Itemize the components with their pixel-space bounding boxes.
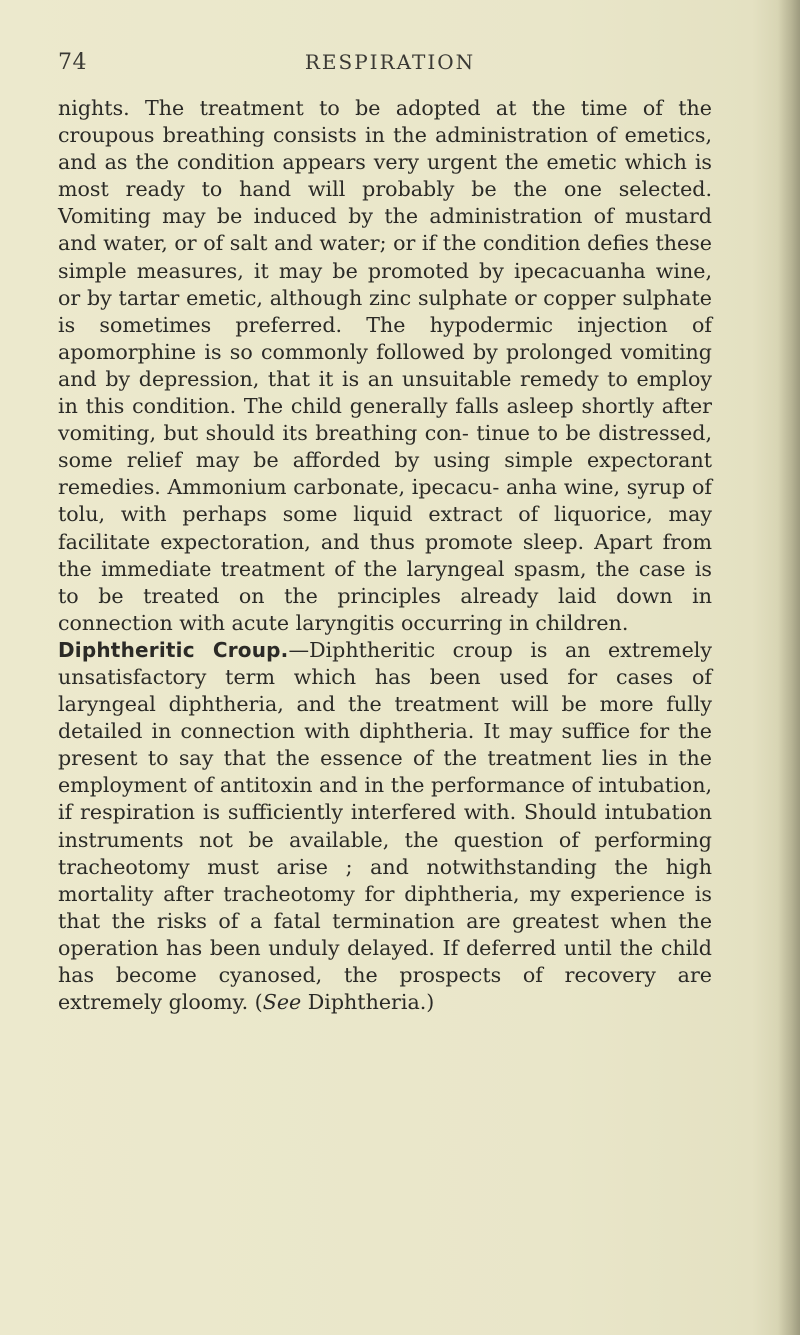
page-number: 74	[58, 50, 87, 75]
paragraph-diphtheritic-croup	[58, 637, 712, 1016]
running-head	[0, 50, 800, 80]
page-edge-shadow	[778, 0, 800, 1335]
paragraph-diphtheritic-croup-text: —Diphtheritic croup is an extremely unsatisfactory term which has been used for cases of laryngeal diphtheria, and the treatment will be more fully detailed in connection with diphtheria. It may suffice for the present to say that the essence of the treatment lies in the employment of antitoxin and in the performance of intubation, if respiration is sufficiently interfered with. Should intubation instruments not be available, the question of performing tracheotomy must arise ; and notwithstanding the high mortality after tracheotomy for diphtheria, my experience is that the risks of a fatal termination are greatest when the operation has been unduly delayed. If deferred until the child has become cyanosed, the prospects of recovery are extremely gloomy. (	[58, 637, 712, 1015]
cross-reference-target: Diphtheria.)	[301, 990, 435, 1015]
cross-reference-see: See	[262, 990, 302, 1015]
paragraph-croup-treatment: nights. The treatment to be adopted at the time of the croupous breathing consists in the administration of emetics, and as the condition appears very urgent the emetic which is most ready to hand will probably be the one selected. Vomiting may be induced by the administration of mustard and water, or of salt and water; or if the condition defies these simple measures, it may be promoted by ipecacuanha wine, or by tartar emetic, although zinc sulphate or copper sulphate is sometimes preferred. The hypodermic injection of apomorphine is so commonly followed by prolonged vomiting and by depression, that it is an unsuitable remedy to employ in this condition. The child generally falls asleep shortly after vomiting, but should its breathing con- tinue to be distressed, some relief may be afforded by using simple expectorant remedies. Ammonium carbonate, ipecacu- anha wine, syrup of tolu, with perhaps some liquid extract of liquorice, may facilitate expectoration, and thus promote sleep. Apart from the immediate treatment of the laryngeal spasm, the case is to be treated on the principles already laid down in connection with acute laryngitis occurring in children.	[58, 96, 712, 635]
running-head-title: RESPIRATION	[304, 50, 476, 74]
section-heading-diphtheritic-croup: Diphtheritic Croup.	[58, 637, 289, 662]
body-text	[58, 95, 712, 1016]
